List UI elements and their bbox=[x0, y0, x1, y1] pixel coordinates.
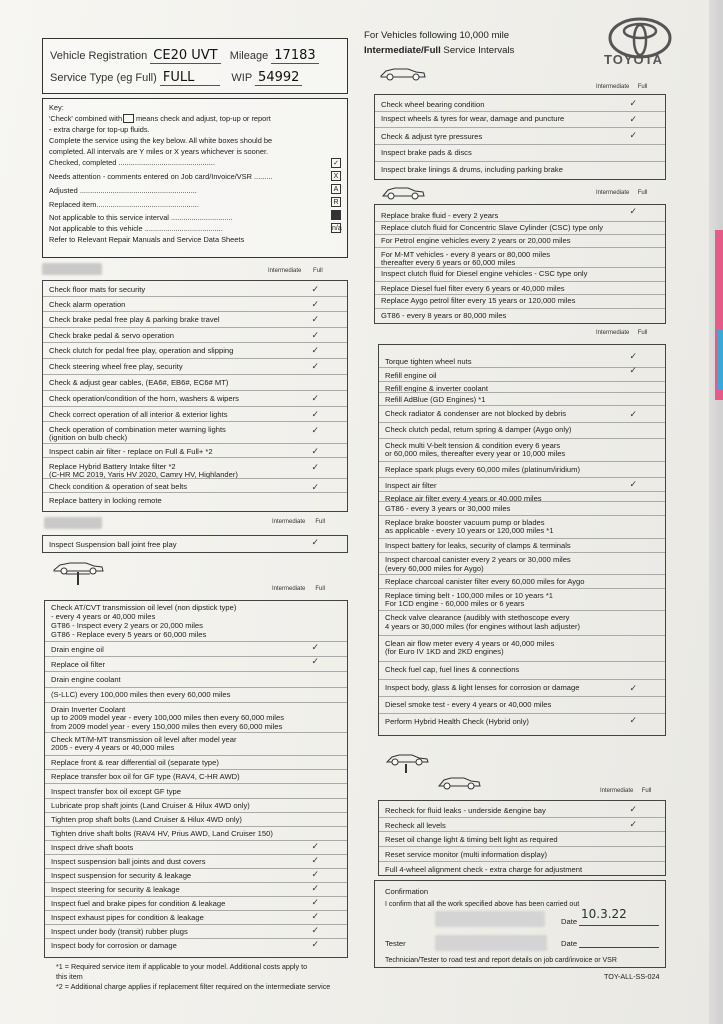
row-divider bbox=[43, 327, 347, 328]
row-divider bbox=[379, 438, 665, 439]
checklist-item: Replace transfer box oil for GF type (RAV4, C-HR AWD) bbox=[51, 772, 240, 781]
row-divider bbox=[43, 457, 347, 458]
row-divider bbox=[379, 713, 665, 714]
checklist-item: Check clutch for pedal free play, operation and slipping bbox=[49, 346, 234, 355]
form-code: TOY-ALL-SS-024 bbox=[604, 972, 660, 981]
key-line: 'Check' combined with bbox=[49, 114, 123, 123]
checklist-item: or 60,000 miles, thereafter every year or 10,000 miles bbox=[385, 449, 566, 458]
row-divider bbox=[375, 247, 665, 248]
checklist-item: Inspect fuel and brake pipes for condition & leakage bbox=[51, 899, 226, 908]
checklist-item: Check wheel bearing condition bbox=[381, 100, 485, 109]
checklist-item: Replace spark plugs every 60,000 miles (platinum/iridium) bbox=[385, 465, 580, 474]
tick-mark[interactable]: ✓ bbox=[629, 683, 637, 693]
checklist-item: Check clutch pedal, return spring & damper (Aygo only) bbox=[385, 425, 572, 434]
vehicle-registration-label: Vehicle Registration bbox=[50, 50, 148, 62]
key-symbol bbox=[331, 210, 341, 220]
confirmation-statement: I confirm that all the work specified above has been carried out bbox=[385, 901, 580, 908]
key-line: Needs attention - comments entered on Job card/Invoice/VSR ......... bbox=[49, 172, 273, 181]
reg-row-1 bbox=[50, 48, 319, 63]
row-divider bbox=[45, 840, 347, 841]
tick-mark[interactable]: ✓ bbox=[629, 479, 637, 489]
checklist-item: thereafter every 6 years or 60,000 miles bbox=[381, 258, 516, 267]
column-headers: Intermediate Full bbox=[268, 268, 323, 274]
checklist-item: Full 4-wheel alignment check - extra charge for adjustment bbox=[385, 865, 583, 874]
row-divider bbox=[45, 783, 347, 784]
checklist-item: Inspect brake pads & discs bbox=[381, 148, 472, 157]
row-divider bbox=[45, 910, 347, 911]
row-divider bbox=[43, 478, 347, 479]
tick-mark[interactable]: ✓ bbox=[311, 393, 319, 403]
redacted-tester bbox=[435, 935, 547, 951]
tick-mark[interactable]: ✓ bbox=[629, 130, 637, 140]
row-divider bbox=[43, 492, 347, 493]
tick-mark[interactable]: ✓ bbox=[311, 462, 319, 472]
wip-label: WIP bbox=[231, 72, 252, 84]
section-underside-checks bbox=[44, 600, 348, 958]
checklist-item: Reset service monitor (multi information display) bbox=[385, 850, 548, 859]
row-divider bbox=[375, 111, 665, 112]
key-symbol: n/a bbox=[332, 225, 342, 232]
row-divider bbox=[375, 144, 665, 145]
service-type-label: Service Type (eg Full) bbox=[50, 72, 157, 84]
checklist-item: Inspect body, glass & light lenses for corrosion or damage bbox=[385, 683, 580, 692]
checklist-item: Inspect body for corrosion or damage bbox=[51, 941, 177, 950]
checklist-item: Recheck for fluid leaks - underside &engine bay bbox=[385, 806, 546, 815]
vehicle-registration-value[interactable]: CE20 UVT bbox=[150, 48, 220, 64]
tick-mark[interactable]: ✓ bbox=[629, 819, 637, 829]
checklist-item: Replace battery in locking remote bbox=[49, 496, 162, 505]
checklist-item: GT86 - every 8 years or 80,000 miles bbox=[381, 311, 507, 320]
row-divider bbox=[45, 882, 347, 883]
redacted-mark bbox=[42, 263, 102, 275]
tick-mark[interactable]: ✓ bbox=[311, 883, 319, 893]
reg-row-2 bbox=[50, 70, 302, 85]
section-engine-bay bbox=[378, 344, 666, 736]
checklist-item: Replace Hybrid Battery Intake filter *2 bbox=[49, 462, 176, 471]
key-line: Replaced item.................................................. bbox=[49, 200, 199, 209]
checklist-item: Inspect suspension ball joints and dust covers bbox=[51, 857, 206, 866]
background-object-blue bbox=[717, 330, 723, 390]
tick-mark[interactable]: ✓ bbox=[311, 841, 319, 851]
row-divider bbox=[379, 861, 665, 862]
service-type-value[interactable]: FULL bbox=[160, 70, 220, 86]
checklist-item: Check brake pedal & servo operation bbox=[49, 331, 174, 340]
checklist-item: Check operation/condition of the horn, washers & wipers bbox=[49, 394, 239, 403]
checklist-item: Check & adjust gear cables, (EA6#, EB6#, EC6# MT) bbox=[49, 378, 229, 387]
header-line2 bbox=[364, 45, 514, 56]
row-divider bbox=[375, 234, 665, 235]
checklist-item: - every 4 years or 40,000 miles bbox=[51, 612, 156, 621]
tick-mark[interactable]: ✓ bbox=[311, 911, 319, 921]
column-headers: Intermediate Full bbox=[596, 330, 648, 336]
checklist-item: Check brake pedal free play & parking brake travel bbox=[49, 315, 220, 324]
checklist-item: Replace charcoal canister filter every 60,000 miles for Aygo bbox=[385, 577, 585, 586]
checklist-item: Inspect Suspension ball joint free play bbox=[49, 540, 177, 549]
road-test-note: Technician/Tester to road test and report details on job card/invoice or VSR bbox=[385, 957, 617, 964]
row-divider bbox=[379, 661, 665, 662]
row-divider bbox=[379, 610, 665, 611]
row-divider bbox=[45, 868, 347, 869]
key-line: Not applicable to this vehicle ...................................... bbox=[49, 224, 223, 233]
row-divider bbox=[45, 769, 347, 770]
checklist-item: Drain Inverter Coolant bbox=[51, 705, 126, 714]
car-icon bbox=[436, 774, 482, 792]
row-divider bbox=[43, 342, 347, 343]
checklist-item: as applicable - every 10 years or 120,000 miles *1 bbox=[385, 526, 554, 535]
wip-value[interactable]: 54992 bbox=[255, 70, 302, 86]
checklist-item: Replace timing belt - 100,000 miles or 10 years *1 bbox=[385, 591, 553, 600]
checklist-item: Clean air flow meter every 4 years or 40,000 miles bbox=[385, 639, 555, 648]
row-divider bbox=[45, 798, 347, 799]
row-divider bbox=[45, 641, 347, 642]
checklist-item: Replace Diesel fuel filter every 6 years or 40,000 miles bbox=[381, 284, 565, 293]
car-icon bbox=[378, 64, 428, 82]
footnote-2: *2 = Additional charge applies if replacement filter required on the intermediate service bbox=[56, 982, 331, 991]
car-on-lift-icon bbox=[48, 560, 108, 586]
key-symbol: A bbox=[331, 184, 341, 194]
row-divider bbox=[375, 308, 665, 309]
tick-mark[interactable]: ✓ bbox=[311, 284, 319, 294]
checklist-item: Inspect brake linings & drums, including parking brake bbox=[381, 165, 563, 174]
car-on-lift-icon bbox=[384, 752, 430, 774]
key-line: Refer to Relevant Repair Manuals and Service Data Sheets bbox=[49, 235, 245, 244]
tick-mark[interactable]: ✓ bbox=[311, 299, 319, 309]
key-line: - extra charge for top-up fluids. bbox=[49, 125, 150, 134]
row-divider bbox=[45, 938, 347, 939]
checklist-item: Inspect drive shaft boots bbox=[51, 843, 134, 852]
row-divider bbox=[45, 671, 347, 672]
checklist-item: Inspect under body (transit) rubber plugs bbox=[51, 927, 188, 936]
checklist-item: 4 years or 30,000 miles (for engines without lash adjuster) bbox=[385, 622, 581, 631]
row-divider bbox=[45, 687, 347, 688]
checklist-item: GT86 - every 3 years or 30,000 miles bbox=[385, 504, 511, 513]
checklist-item: Inspect suspension for security & leakage bbox=[51, 871, 192, 880]
key-line: Adjusted ......................................................... bbox=[49, 186, 197, 195]
tick-mark[interactable]: ✓ bbox=[311, 897, 319, 907]
key-line: Checked, completed ............................................... bbox=[49, 158, 215, 167]
row-divider bbox=[45, 812, 347, 813]
checklist-item: Inspect transfer box oil except GF type bbox=[51, 787, 181, 796]
key-symbol: R bbox=[331, 197, 341, 207]
redacted-mark bbox=[44, 517, 102, 529]
row-divider bbox=[379, 461, 665, 462]
checklist-item: Inspect air filter bbox=[385, 481, 437, 490]
checklist-item: Check steering wheel free play, security bbox=[49, 362, 183, 371]
tick-mark[interactable]: ✓ bbox=[311, 656, 319, 666]
header-intermediate-full: Intermediate/Full bbox=[364, 45, 441, 56]
column-headers: Intermediate Full bbox=[272, 519, 326, 525]
mileage-value[interactable]: 17183 bbox=[271, 48, 318, 64]
footnote-1: *1 = Required service item if applicable to your model. Additional costs apply to bbox=[56, 962, 308, 971]
checklist-item: Lubricate prop shaft joints (Land Cruiser & Hilux 4WD only) bbox=[51, 801, 250, 810]
row-divider bbox=[45, 656, 347, 657]
checklist-item: Inspect wheels & tyres for wear, damage and puncture bbox=[381, 114, 565, 123]
tick-mark[interactable]: ✓ bbox=[311, 345, 319, 355]
row-divider bbox=[379, 422, 665, 423]
checklist-item: Check operation of combination meter warning lights bbox=[49, 425, 226, 434]
row-divider bbox=[45, 896, 347, 897]
row-divider bbox=[379, 392, 665, 393]
column-headers: Intermediate Full bbox=[272, 586, 326, 592]
checklist-item: Inspect clutch fluid for Diesel engine vehicles - CSC type only bbox=[381, 269, 588, 278]
checklist-item: Drain engine oil bbox=[51, 645, 104, 654]
checklist-item: Replace front & rear differential oil (separate type) bbox=[51, 758, 219, 767]
checklist-item: Diesel smoke test - every 4 years or 40,000 miles bbox=[385, 700, 552, 709]
row-divider bbox=[375, 127, 665, 128]
tick-mark[interactable]: ✓ bbox=[311, 869, 319, 879]
row-divider bbox=[43, 406, 347, 407]
tick-mark[interactable]: ✓ bbox=[311, 855, 319, 865]
checklist-item: Tighten prop shaft bolts (Land Cruiser & Hilux 4WD only) bbox=[51, 815, 242, 824]
checklist-item: (every 60,000 miles for Aygo) bbox=[385, 564, 484, 573]
row-divider bbox=[43, 358, 347, 359]
row-divider bbox=[379, 491, 665, 492]
checklist-item: Check radiator & condenser are not blocked by debris bbox=[385, 409, 567, 418]
date-line bbox=[579, 925, 659, 926]
checklist-item: For 1CD engine - 60,000 miles or 6 years bbox=[385, 599, 525, 608]
row-divider bbox=[375, 281, 665, 282]
key-symbol: ✓ bbox=[331, 158, 341, 168]
checklist-item: (for Euro IV 1KD and 2KD engines) bbox=[385, 647, 504, 656]
tick-mark[interactable]: ✓ bbox=[629, 98, 637, 108]
checklist-item: (ignition on bulb check) bbox=[49, 433, 128, 442]
date-value[interactable]: 10.3.22 bbox=[581, 907, 627, 921]
row-divider bbox=[379, 381, 665, 382]
checklist-item: Inspect charcoal canister every 2 years or 30,000 miles bbox=[385, 555, 571, 564]
checklist-item: Check fuel cap, fuel lines & connections bbox=[385, 665, 520, 674]
redacted-signature bbox=[435, 911, 545, 927]
tick-mark[interactable]: ✓ bbox=[311, 425, 319, 435]
section-interior-checks bbox=[42, 280, 348, 512]
checklist-item: Torque tighten wheel nuts bbox=[385, 357, 472, 366]
checklist-item: For M-MT vehicles - every 8 years or 80,000 miles bbox=[381, 250, 551, 259]
checklist-item: Inspect cabin air filter - replace on Full & Full+ *2 bbox=[49, 447, 213, 456]
checklist-item: (C-HR MC 2019, Yaris HV 2020, Camry HV, Highlander) bbox=[49, 470, 238, 479]
checklist-item: Perform Hybrid Health Check (Hybrid only) bbox=[385, 717, 529, 726]
checklist-item: up to 2009 model year - every 100,000 miles then every 60,000 miles bbox=[51, 713, 285, 722]
section-suspension-check bbox=[42, 535, 348, 553]
section-wheels-brakes bbox=[374, 94, 666, 180]
row-divider bbox=[379, 367, 665, 368]
row-divider bbox=[375, 294, 665, 295]
checklist-item: (S-LLC) every 100,000 miles then every 60,000 miles bbox=[51, 690, 231, 699]
key-symbol: X bbox=[331, 171, 341, 181]
tick-mark[interactable]: ✓ bbox=[629, 351, 637, 361]
checklist-item: Inspect exhaust pipes for condition & leakage bbox=[51, 913, 204, 922]
column-headers: Intermediate Full bbox=[596, 190, 648, 196]
row-divider bbox=[379, 538, 665, 539]
tick-mark[interactable]: ✓ bbox=[629, 365, 637, 375]
row-divider bbox=[379, 588, 665, 589]
tick-mark[interactable]: ✓ bbox=[311, 925, 319, 935]
toyota-brand: TOYOTA bbox=[604, 52, 663, 67]
checklist-item: Refill engine & inverter coolant bbox=[385, 384, 488, 393]
checklist-item: Check alarm operation bbox=[49, 300, 126, 309]
checklist-item: Replace clutch fluid for Concentric Slave Cylinder (CSC) type only bbox=[381, 223, 603, 232]
tick-mark[interactable]: ✓ bbox=[629, 409, 637, 419]
row-divider bbox=[379, 696, 665, 697]
key-line: Not applicable to this service interval .............................. bbox=[49, 213, 233, 222]
checklist-item: Reset oil change light & timing belt light as required bbox=[385, 835, 558, 844]
checklist-item: Check condition & operation of seat belts bbox=[49, 482, 188, 491]
tick-mark[interactable]: ✓ bbox=[311, 537, 319, 547]
checklist-item: 2005 - every 4 years or 40,000 miles bbox=[51, 743, 175, 752]
checklist-item: Drain engine coolant bbox=[51, 675, 121, 684]
column-headers: Intermediate Full bbox=[596, 84, 648, 90]
registration-box bbox=[42, 38, 348, 94]
tick-mark[interactable]: ✓ bbox=[311, 482, 319, 492]
row-divider bbox=[379, 817, 665, 818]
checklist-item: Replace oil filter bbox=[51, 660, 106, 669]
key-line: Key: bbox=[49, 103, 64, 112]
checklist-item: Replace brake booster vacuum pump or blades bbox=[385, 518, 545, 527]
row-divider bbox=[379, 552, 665, 553]
confirmation-box bbox=[374, 880, 666, 968]
footnote-1b: this item bbox=[56, 972, 83, 981]
row-divider bbox=[379, 831, 665, 832]
checklist-item: Refill AdBlue (GD Engines) *1 bbox=[385, 395, 486, 404]
date-label: Date bbox=[561, 917, 578, 926]
key-box bbox=[42, 98, 348, 258]
row-divider bbox=[45, 826, 347, 827]
row-divider bbox=[43, 311, 347, 312]
row-divider bbox=[43, 443, 347, 444]
checklist-item: Check & adjust tyre pressures bbox=[381, 132, 483, 141]
key-line: completed. All intervals are Y miles or X years whichever is sooner. bbox=[49, 147, 269, 156]
row-divider bbox=[379, 477, 665, 478]
header-line1: For Vehicles following 10,000 mile bbox=[364, 30, 510, 41]
section-fluids bbox=[374, 204, 666, 324]
row-divider bbox=[379, 635, 665, 636]
checklist-item: Tighten drive shaft bolts (RAV4 HV, Prius AWD, Land Cruiser 150) bbox=[51, 829, 273, 838]
checklist-item: from 2009 model year - every 150,000 miles then every 60,000 miles bbox=[51, 722, 283, 731]
tester-label: Tester bbox=[385, 939, 406, 948]
row-divider bbox=[43, 296, 347, 297]
checklist-item: Replace Aygo petrol filter every 15 years or 120,000 miles bbox=[381, 296, 576, 305]
car-icon bbox=[380, 184, 426, 202]
row-divider bbox=[43, 374, 347, 375]
page-edge bbox=[709, 0, 723, 1024]
checklist-item: Inspect battery for leaks, security of clamps & terminals bbox=[385, 541, 571, 550]
checklist-item: Refill engine oil bbox=[385, 371, 437, 380]
row-divider bbox=[45, 755, 347, 756]
row-divider bbox=[45, 702, 347, 703]
row-divider bbox=[375, 221, 665, 222]
row-divider bbox=[379, 574, 665, 575]
tick-mark[interactable]: ✓ bbox=[311, 330, 319, 340]
row-divider bbox=[43, 421, 347, 422]
tick-mark[interactable]: ✓ bbox=[311, 446, 319, 456]
row-divider bbox=[45, 732, 347, 733]
header-service-intervals: Service Intervals bbox=[440, 45, 515, 56]
mileage-label: Mileage bbox=[229, 50, 269, 62]
tick-mark[interactable]: ✓ bbox=[629, 114, 637, 124]
column-headers: Intermediate Full bbox=[600, 788, 652, 794]
tester-date-line bbox=[579, 947, 659, 948]
row-divider bbox=[43, 390, 347, 391]
key-box-symbol bbox=[123, 114, 134, 123]
tester-date-label: Date bbox=[561, 939, 578, 948]
checklist-item: Recheck all levels bbox=[385, 821, 446, 830]
checklist-item: Inspect steering for security & leakage bbox=[51, 885, 180, 894]
row-divider bbox=[379, 501, 665, 502]
confirmation-title: Confirmation bbox=[385, 887, 429, 896]
checklist-item: Check MT/M-MT transmission oil level after model year bbox=[51, 735, 237, 744]
checklist-item: Replace brake fluid - every 2 years bbox=[381, 211, 499, 220]
tick-mark[interactable]: ✓ bbox=[629, 206, 637, 216]
tick-mark[interactable]: ✓ bbox=[311, 361, 319, 371]
checklist-item: Check correct operation of all interior & exterior lights bbox=[49, 410, 228, 419]
checklist-item: GT86 - Replace every 5 years or 60,000 miles bbox=[51, 630, 207, 639]
section-final-checks bbox=[378, 800, 666, 876]
tick-mark[interactable]: ✓ bbox=[311, 642, 319, 652]
tick-mark[interactable]: ✓ bbox=[629, 804, 637, 814]
row-divider bbox=[45, 924, 347, 925]
row-divider bbox=[379, 515, 665, 516]
checklist-item: Check valve clearance (audibly with stethoscope every bbox=[385, 613, 570, 622]
row-divider bbox=[379, 405, 665, 406]
tick-mark[interactable]: ✓ bbox=[629, 715, 637, 725]
checklist-item: Check AT/CVT transmission oil level (non dipstick type) bbox=[51, 603, 237, 612]
tick-mark[interactable]: ✓ bbox=[311, 409, 319, 419]
key-line: Complete the service using the key below. All white boxes should be bbox=[49, 136, 273, 145]
checklist-item: For Petrol engine vehicles every 2 years or 20,000 miles bbox=[381, 236, 571, 245]
checklist-item: Replace air filter every 4 years or 40,000 miles bbox=[385, 494, 542, 503]
row-divider bbox=[375, 267, 665, 268]
key-line: means check and adjust, top-up or report bbox=[136, 114, 271, 123]
tick-mark[interactable]: ✓ bbox=[311, 939, 319, 949]
row-divider bbox=[379, 679, 665, 680]
checklist-item: Check floor mats for security bbox=[49, 285, 146, 294]
row-divider bbox=[45, 854, 347, 855]
row-divider bbox=[375, 161, 665, 162]
row-divider bbox=[379, 846, 665, 847]
checklist-item: Check multi V-belt tension & condition every 6 years bbox=[385, 441, 561, 450]
tick-mark[interactable]: ✓ bbox=[311, 314, 319, 324]
checklist-item: GT86 - Inspect every 2 years or 20,000 miles bbox=[51, 621, 203, 630]
